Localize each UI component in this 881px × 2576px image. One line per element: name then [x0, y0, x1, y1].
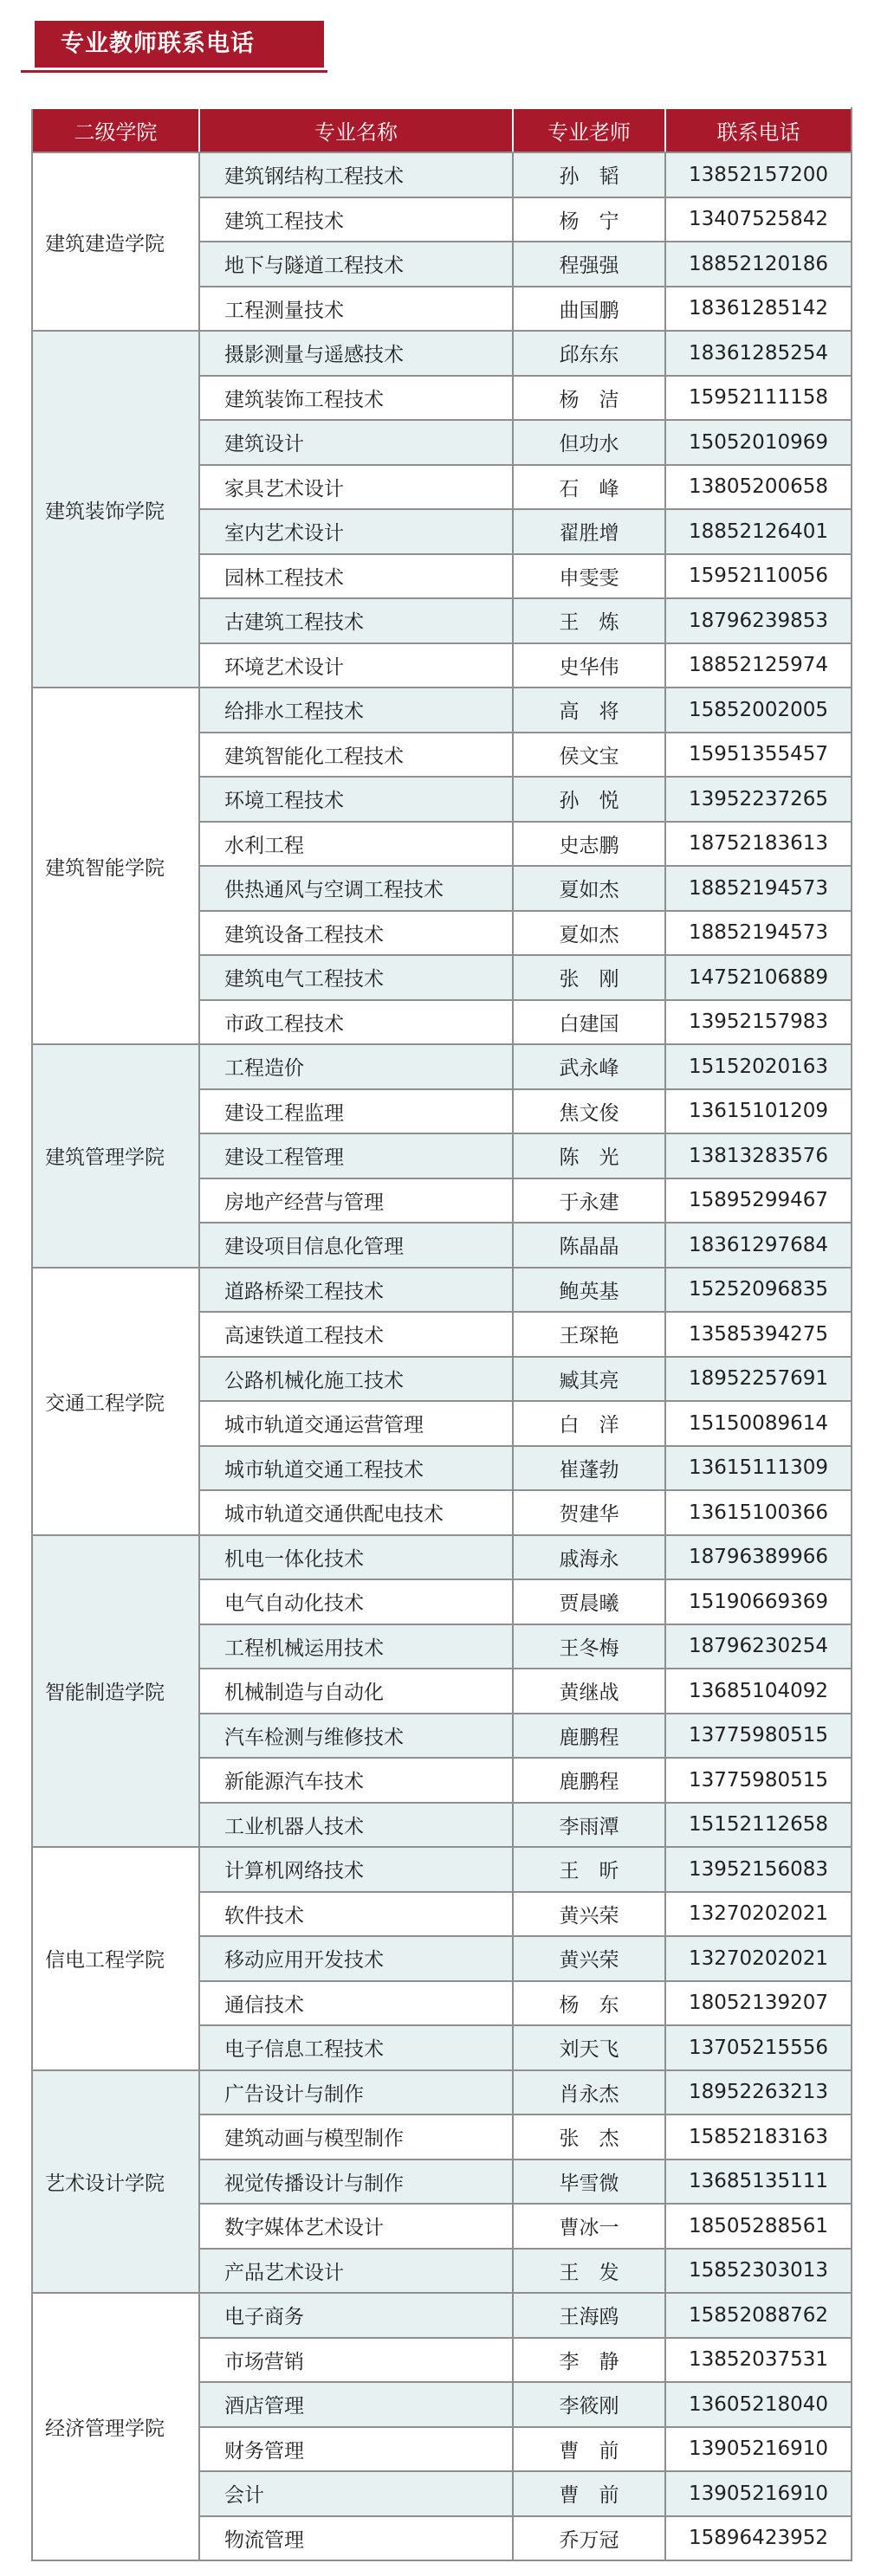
phone-number: 13852037531: [665, 2338, 852, 2383]
teacher-name: 李筱刚: [513, 2382, 665, 2427]
teacher-name: 夏如杰: [513, 866, 665, 911]
phone-number: 13705215556: [665, 2025, 852, 2070]
major-name: 通信技术: [199, 1981, 513, 2026]
major-name: 城市轨道交通运营管理: [199, 1401, 513, 1446]
phone-number: 13952156083: [665, 1847, 852, 1892]
teacher-name: 翟胜增: [513, 509, 665, 554]
header-teacher: 专业老师: [513, 108, 665, 152]
table-row: [32, 331, 852, 376]
phone-number: 15952111158: [665, 376, 852, 421]
major-name: 供热通风与空调工程技术: [199, 866, 513, 911]
major-name: 建筑设计: [199, 420, 513, 465]
phone-number: 18796230254: [665, 1624, 852, 1669]
teacher-name: 夏如杰: [513, 911, 665, 956]
teacher-name: 张 杰: [513, 2114, 665, 2160]
major-name: 产品艺术设计: [199, 2249, 513, 2294]
teacher-name: 史志鹏: [513, 822, 665, 867]
teacher-name: 武永峰: [513, 1044, 665, 1089]
teacher-name: 侯文宝: [513, 733, 665, 778]
major-name: 道路桥梁工程技术: [199, 1268, 513, 1313]
phone-number: 15951355457: [665, 733, 852, 778]
major-name: 广告设计与制作: [199, 2070, 513, 2115]
teacher-name: 但功水: [513, 420, 665, 465]
college-name: 建筑装饰学院: [32, 331, 199, 688]
major-name: 市政工程技术: [199, 1000, 513, 1045]
phone-number: 18361297684: [665, 1223, 852, 1268]
teacher-name: 曹 前: [513, 2471, 665, 2516]
major-name: 园林工程技术: [199, 554, 513, 599]
phone-number: 18505288561: [665, 2204, 852, 2249]
major-name: 建筑动画与模型制作: [199, 2114, 513, 2160]
teacher-name: 陈晶晶: [513, 1223, 665, 1268]
teacher-name: 王海鸥: [513, 2293, 665, 2338]
phone-number: 18952263213: [665, 2070, 852, 2115]
table-body: [32, 152, 852, 2560]
major-name: 公路机械化施工技术: [199, 1357, 513, 1402]
major-name: 建设工程监理: [199, 1089, 513, 1134]
college-name: 建筑智能学院: [32, 688, 199, 1044]
phone-number: 15152112658: [665, 1803, 852, 1848]
major-name: 汽车检测与维修技术: [199, 1714, 513, 1759]
teacher-name: 高 将: [513, 688, 665, 733]
phone-number: 13775980515: [665, 1758, 852, 1803]
table-row: [32, 1268, 852, 1313]
major-name: 城市轨道交通工程技术: [199, 1446, 513, 1491]
major-name: 新能源汽车技术: [199, 1758, 513, 1803]
major-name: 会计: [199, 2471, 513, 2516]
phone-number: 13615101209: [665, 1089, 852, 1134]
teacher-name: 黄继战: [513, 1669, 665, 1714]
teacher-name: 张 刚: [513, 955, 665, 1000]
teacher-name: 史华伟: [513, 643, 665, 688]
major-name: 工业机器人技术: [199, 1803, 513, 1848]
phone-number: 13905216910: [665, 2427, 852, 2472]
college-name: 艺术设计学院: [32, 2070, 199, 2294]
teacher-name: 贾晨曦: [513, 1579, 665, 1624]
contact-table: [31, 107, 852, 2561]
phone-number: 13605218040: [665, 2382, 852, 2427]
teacher-name: 杨 宁: [513, 197, 665, 242]
table-row: [32, 688, 852, 733]
phone-number: 18361285142: [665, 287, 852, 332]
phone-number: 13813283576: [665, 1133, 852, 1178]
phone-number: 15150089614: [665, 1401, 852, 1446]
major-name: 房地产经营与管理: [199, 1178, 513, 1223]
phone-number: 13685135111: [665, 2160, 852, 2205]
major-name: 建筑工程技术: [199, 197, 513, 242]
major-name: 电子商务: [199, 2293, 513, 2338]
phone-number: 13952157983: [665, 1000, 852, 1045]
teacher-name: 鲍英基: [513, 1268, 665, 1313]
major-name: 工程造价: [199, 1044, 513, 1089]
phone-number: 15952110056: [665, 554, 852, 599]
teacher-name: 白建国: [513, 1000, 665, 1045]
major-name: 软件技术: [199, 1892, 513, 1937]
college-name: 信电工程学院: [32, 1847, 199, 2070]
major-name: 给排水工程技术: [199, 688, 513, 733]
header-college: 二级学院: [32, 108, 199, 152]
major-name: 建筑电气工程技术: [199, 955, 513, 1000]
page-title: 专业教师联系电话: [61, 30, 255, 57]
major-name: 移动应用开发技术: [199, 1936, 513, 1981]
college-name: 建筑建造学院: [32, 152, 199, 331]
teacher-name: 焦文俊: [513, 1089, 665, 1134]
college-name: 建筑管理学院: [32, 1044, 199, 1268]
table-row: [32, 1847, 852, 1892]
major-name: 市场营销: [199, 2338, 513, 2383]
phone-number: 13685104092: [665, 1669, 852, 1714]
teacher-name: 王 炼: [513, 598, 665, 643]
phone-number: 15852183163: [665, 2114, 852, 2160]
teacher-name: 李 静: [513, 2338, 665, 2383]
phone-number: 18796239853: [665, 598, 852, 643]
major-name: 摄影测量与遥感技术: [199, 331, 513, 376]
phone-number: 18852125974: [665, 643, 852, 688]
major-name: 建筑智能化工程技术: [199, 733, 513, 778]
table-row: [32, 2070, 852, 2115]
teacher-name: 杨 洁: [513, 376, 665, 421]
major-name: 机械制造与自动化: [199, 1669, 513, 1714]
teacher-name: 鹿鹏程: [513, 1758, 665, 1803]
phone-number: 13805200658: [665, 465, 852, 510]
phone-number: 15852303013: [665, 2249, 852, 2294]
college-name: 经济管理学院: [32, 2293, 199, 2560]
title-underline: [21, 70, 327, 73]
table-header-row: [32, 108, 852, 152]
teacher-name: 王冬梅: [513, 1624, 665, 1669]
phone-number: 13270202021: [665, 1892, 852, 1937]
phone-number: 18361285254: [665, 331, 852, 376]
major-name: 工程机械运用技术: [199, 1624, 513, 1669]
phone-number: 13615100366: [665, 1490, 852, 1535]
teacher-name: 戚海永: [513, 1535, 665, 1580]
major-name: 视觉传播设计与制作: [199, 2160, 513, 2205]
phone-number: 15895299467: [665, 1178, 852, 1223]
phone-number: 18852194573: [665, 911, 852, 956]
major-name: 室内艺术设计: [199, 509, 513, 554]
table-row: [32, 152, 852, 197]
phone-number: 13905216910: [665, 2471, 852, 2516]
teacher-name: 孙 悦: [513, 777, 665, 822]
college-name: 交通工程学院: [32, 1268, 199, 1535]
major-name: 财务管理: [199, 2427, 513, 2472]
major-name: 酒店管理: [199, 2382, 513, 2427]
major-name: 建设项目信息化管理: [199, 1223, 513, 1268]
teacher-name: 黄兴荣: [513, 1892, 665, 1937]
teacher-name: 黄兴荣: [513, 1936, 665, 1981]
major-name: 古建筑工程技术: [199, 598, 513, 643]
teacher-name: 曹 前: [513, 2427, 665, 2472]
phone-number: 13852157200: [665, 152, 852, 197]
header-major: 专业名称: [199, 108, 513, 152]
major-name: 建筑钢结构工程技术: [199, 152, 513, 197]
teacher-name: 王 昕: [513, 1847, 665, 1892]
teacher-name: 曲国鹏: [513, 287, 665, 332]
phone-number: 13775980515: [665, 1714, 852, 1759]
phone-number: 15852002005: [665, 688, 852, 733]
phone-number: 18852126401: [665, 509, 852, 554]
major-name: 计算机网络技术: [199, 1847, 513, 1892]
teacher-name: 李雨潭: [513, 1803, 665, 1848]
major-name: 家具艺术设计: [199, 465, 513, 510]
teacher-name: 申雯雯: [513, 554, 665, 599]
table-row: [32, 2293, 852, 2338]
phone-number: 13615111309: [665, 1446, 852, 1491]
phone-number: 13407525842: [665, 197, 852, 242]
major-name: 电子信息工程技术: [199, 2025, 513, 2070]
teacher-name: 崔蓬勃: [513, 1446, 665, 1491]
phone-number: 18052139207: [665, 1981, 852, 2026]
teacher-name: 毕雪微: [513, 2160, 665, 2205]
teacher-name: 白 洋: [513, 1401, 665, 1446]
phone-number: 15190669369: [665, 1579, 852, 1624]
phone-number: 13585394275: [665, 1312, 852, 1357]
major-name: 环境工程技术: [199, 777, 513, 822]
teacher-name: 鹿鹏程: [513, 1714, 665, 1759]
phone-number: 18796389966: [665, 1535, 852, 1580]
teacher-name: 石 峰: [513, 465, 665, 510]
phone-number: 15896423952: [665, 2516, 852, 2561]
college-name: 智能制造学院: [32, 1535, 199, 1848]
phone-number: 18852120186: [665, 242, 852, 287]
phone-number: 18852194573: [665, 866, 852, 911]
teacher-name: 王 发: [513, 2249, 665, 2294]
teacher-name: 于永建: [513, 1178, 665, 1223]
major-name: 建筑装饰工程技术: [199, 376, 513, 421]
teacher-name: 曹冰一: [513, 2204, 665, 2249]
major-name: 建设工程管理: [199, 1133, 513, 1178]
phone-number: 18752183613: [665, 822, 852, 867]
teacher-name: 臧其亮: [513, 1357, 665, 1402]
table-row: [32, 1535, 852, 1580]
teacher-name: 乔万冠: [513, 2516, 665, 2561]
major-name: 工程测量技术: [199, 287, 513, 332]
phone-number: 15052010969: [665, 420, 852, 465]
major-name: 城市轨道交通供配电技术: [199, 1490, 513, 1535]
teacher-name: 杨 东: [513, 1981, 665, 2026]
teacher-name: 陈 光: [513, 1133, 665, 1178]
major-name: 机电一体化技术: [199, 1535, 513, 1580]
major-name: 水利工程: [199, 822, 513, 867]
page-title-banner: [35, 21, 324, 68]
major-name: 高速铁道工程技术: [199, 1312, 513, 1357]
phone-number: 14752106889: [665, 955, 852, 1000]
teacher-name: 肖永杰: [513, 2070, 665, 2115]
major-name: 建筑设备工程技术: [199, 911, 513, 956]
phone-number: 18952257691: [665, 1357, 852, 1402]
major-name: 数字媒体艺术设计: [199, 2204, 513, 2249]
teacher-name: 邱东东: [513, 331, 665, 376]
teacher-name: 孙 韬: [513, 152, 665, 197]
major-name: 地下与隧道工程技术: [199, 242, 513, 287]
phone-number: 15252096835: [665, 1268, 852, 1313]
phone-number: 13270202021: [665, 1936, 852, 1981]
phone-number: 13952237265: [665, 777, 852, 822]
header-phone: 联系电话: [665, 108, 852, 152]
table-row: [32, 1044, 852, 1089]
teacher-name: 王琛艳: [513, 1312, 665, 1357]
major-name: 电气自动化技术: [199, 1579, 513, 1624]
phone-number: 15852088762: [665, 2293, 852, 2338]
major-name: 物流管理: [199, 2516, 513, 2561]
teacher-name: 程强强: [513, 242, 665, 287]
teacher-name: 刘天飞: [513, 2025, 665, 2070]
major-name: 环境艺术设计: [199, 643, 513, 688]
teacher-name: 贺建华: [513, 1490, 665, 1535]
phone-number: 15152020163: [665, 1044, 852, 1089]
